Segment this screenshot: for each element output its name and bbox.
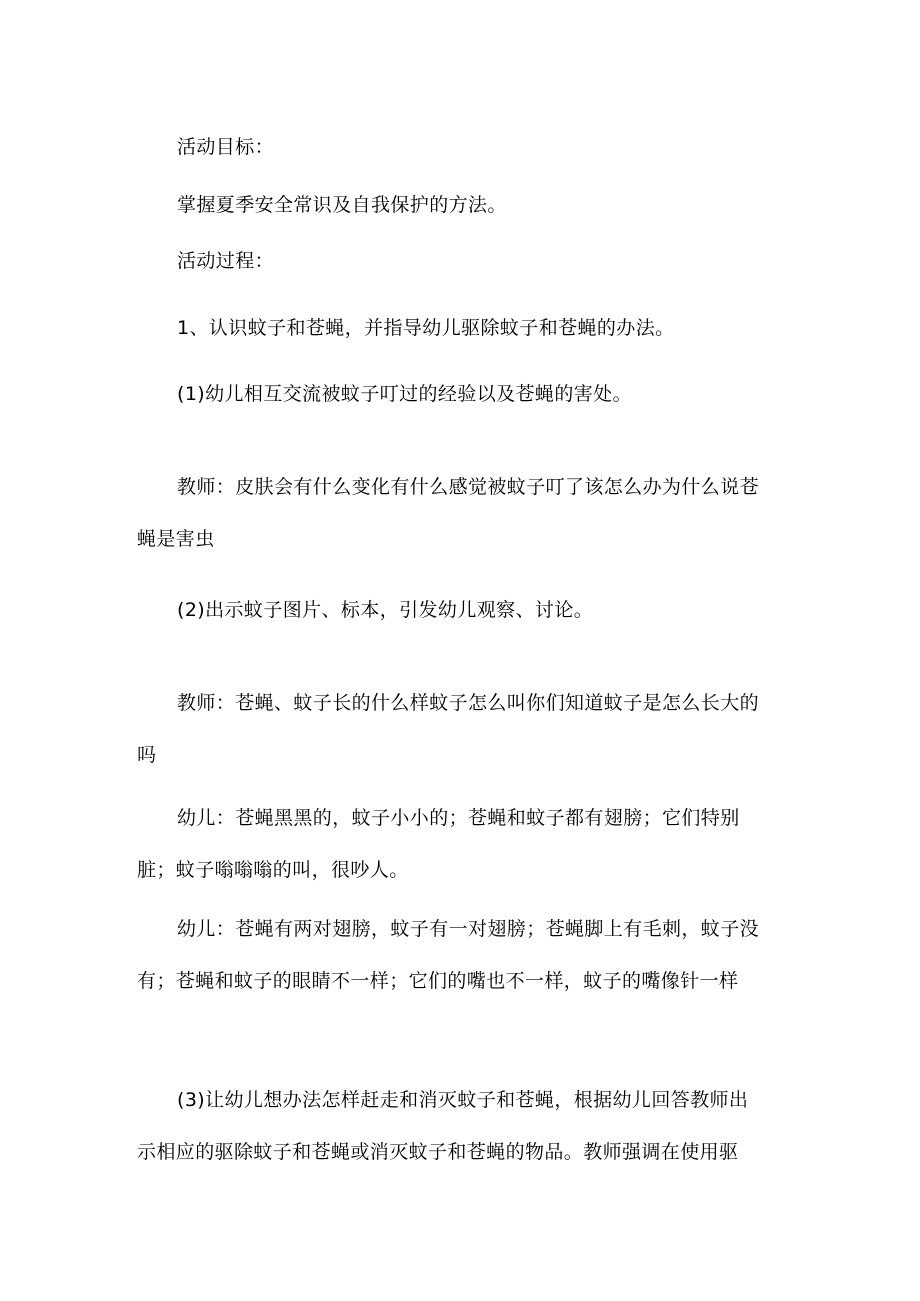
paragraph-step-1-3: (3)让幼儿想办法怎样赶走和消灭蚊子和苍蝇，根据幼儿回答教师出示相应的驱除蚊子和苍蝇或消灭蚊子和苍蝇的物品。教师强调在使用驱	[137, 1089, 749, 1163]
paragraph-child-answer-1: 幼儿：苍蝇黑黑的，蚊子小小的；苍蝇和蚊子都有翅膀；它们特别脏；蚊子嗡嗡嗡的叫，很吵人。	[137, 807, 740, 881]
paragraph-teacher-question-2: 教师：苍蝇、蚊子长的什么样蚊子怎么叫你们知道蚊子是怎么长大的吗	[137, 692, 760, 766]
paragraph-teacher-question-1: 教师：皮肤会有什么变化有什么感觉被蚊子叮了该怎么办为什么说苍蝇是害虫	[137, 476, 760, 550]
paragraph-step-1: 1、认识蚊子和苍蝇，并指导幼儿驱除蚊子和苍蝇的办法。	[177, 317, 675, 339]
heading-activity-process: 活动过程：	[177, 250, 275, 272]
heading-activity-goal: 活动目标：	[177, 136, 275, 158]
paragraph-step-1-1: (1)幼儿相互交流被蚊子叮过的经验以及苍蝇的害处。	[177, 383, 632, 405]
paragraph-goal-text: 掌握夏季安全常识及自我保护的方法。	[177, 194, 507, 216]
paragraph-step-1-2: (2)出示蚊子图片、标本，引发幼儿观察、讨论。	[177, 599, 594, 621]
paragraph-child-answer-2: 幼儿：苍蝇有两对翅膀，蚊子有一对翅膀；苍蝇脚上有毛刺，蚊子没有；苍蝇和蚊子的眼睛不一样；它们的嘴也不一样，蚊子的嘴像针一样	[137, 918, 760, 992]
